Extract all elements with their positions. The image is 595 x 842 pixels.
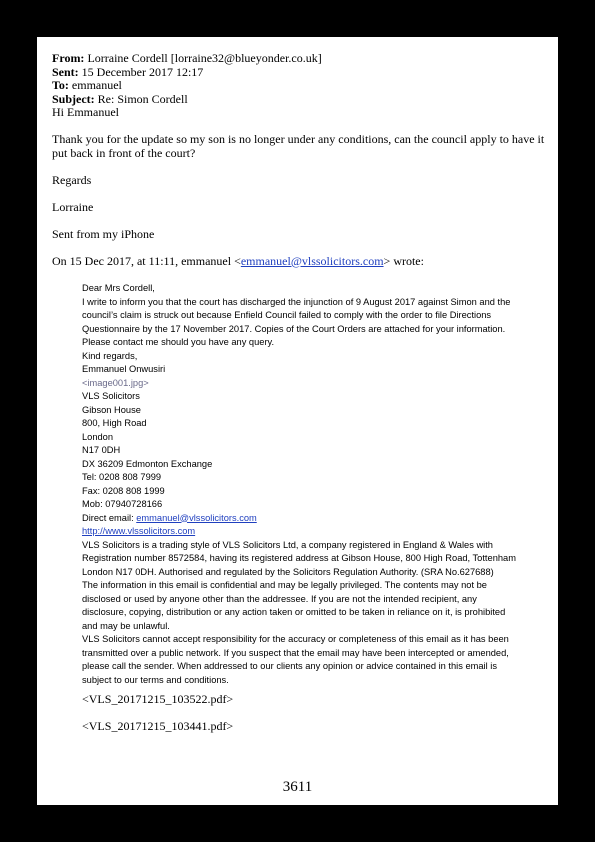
email-body bbox=[52, 106, 547, 268]
to-line: To: emmanuel bbox=[52, 78, 122, 92]
document-page bbox=[37, 37, 558, 805]
responsibility-notice: VLS Solicitors cannot accept responsibility for the accuracy or completeness of this email as it has been transmitted over a public network. If you suspect that the email may have been intercepted or amended, please call the sender. When addressed to our clients any opinion or advice contained in this email is subject to our terms and conditions. bbox=[82, 634, 509, 685]
quoted-contact: Please contact me should you have any query. bbox=[82, 337, 275, 347]
attachment-item[interactable]: <VLS_20171215_103522.pdf> bbox=[82, 692, 234, 706]
address-line: 800, High Road bbox=[82, 418, 147, 428]
mob-line: Mob: 07940728166 bbox=[82, 499, 163, 509]
legal-notice: VLS Solicitors is a trading style of VLS Solicitors Ltd, a company registered in England & Wales with Registration number 8572584, having its registered address at Gibson House, 800 High Road, Tottenham London N17 0DH. Authorised and regulated by the Solicitors Regulation Authority. (SRA No.627688) bbox=[82, 539, 516, 577]
website-link[interactable]: http://www.vlssolicitors.com bbox=[82, 526, 196, 536]
address-line: Gibson House bbox=[82, 404, 141, 415]
from-value: Lorraine Cordell [lorraine32@blueyonder.co.uk] bbox=[87, 51, 322, 65]
subject-value: Re: Simon Cordell bbox=[97, 91, 188, 106]
quoted-kind-regards: Kind regards, bbox=[82, 350, 138, 361]
signature-name: Lorraine bbox=[52, 199, 94, 214]
fax-line: Fax: 0208 808 1999 bbox=[82, 485, 165, 496]
subject-line: Subject: Re: Simon Cordell bbox=[52, 91, 188, 106]
regards: Regards bbox=[52, 172, 92, 187]
attachments bbox=[82, 693, 558, 734]
greeting: Hi Emmanuel bbox=[52, 105, 119, 119]
firm-name: VLS Solicitors bbox=[82, 391, 140, 401]
address-line: London bbox=[82, 431, 114, 442]
address-line: N17 0DH bbox=[82, 445, 121, 455]
tel-line: Tel: 0208 808 7999 bbox=[82, 472, 162, 482]
confidentiality-notice: The information in this email is confidential and may be legally privileged. The contents may not be disclosed or used by anyone other than the addressee. If you are not the intended recipient, any disclosure, copying, distribution or any action taken or omitted to be taken in reliance on it, is prohibited and may be unlawful. bbox=[82, 580, 506, 631]
dx-line: DX 36209 Edmonton Exchange bbox=[82, 458, 213, 469]
direct-email-line: Direct email: emmanuel@vlssolicitors.com bbox=[82, 512, 257, 523]
quoted-sender-name: Emmanuel Onwusiri bbox=[82, 364, 166, 374]
sent-from: Sent from my iPhone bbox=[52, 226, 155, 241]
quote-sender-email-link[interactable]: emmanuel@vlssolicitors.com bbox=[240, 253, 384, 268]
image-placeholder: <image001.jpg> bbox=[82, 377, 149, 388]
to-value: emmanuel bbox=[71, 78, 122, 92]
quote-intro: On 15 Dec 2017, at 11:11, emmanuel <emmanuel@vlssolicitors.com> wrote: bbox=[52, 253, 424, 268]
page-number: 3611 bbox=[282, 779, 313, 795]
body-paragraph: Thank you for the update so my son is no longer under any conditions, can the council apply to have it put back in front of the court? bbox=[52, 132, 545, 160]
from-line: From: Lorraine Cordell [lorraine32@blueyonder.co.uk] bbox=[52, 51, 322, 65]
quoted-paragraph: I write to inform you that the court has discharged the injunction of 9 August 2017 against Simon and the council’s claim is struck out because Enfield Council failed to comply with the order to file Directions Questionnaire by the 17 November 2017. Copies of the Court Orders are attached for your information. bbox=[82, 296, 511, 334]
quoted-salutation: Dear Mrs Cordell, bbox=[82, 283, 155, 293]
email-header bbox=[52, 52, 558, 106]
attachment-item[interactable]: <VLS_20171215_103441.pdf> bbox=[82, 719, 234, 733]
sent-value: 15 December 2017 12:17 bbox=[81, 64, 204, 79]
quoted-message bbox=[82, 282, 522, 687]
sent-line: Sent: 15 December 2017 12:17 bbox=[52, 64, 204, 79]
direct-email-link[interactable]: emmanuel@vlssolicitors.com bbox=[136, 512, 257, 523]
